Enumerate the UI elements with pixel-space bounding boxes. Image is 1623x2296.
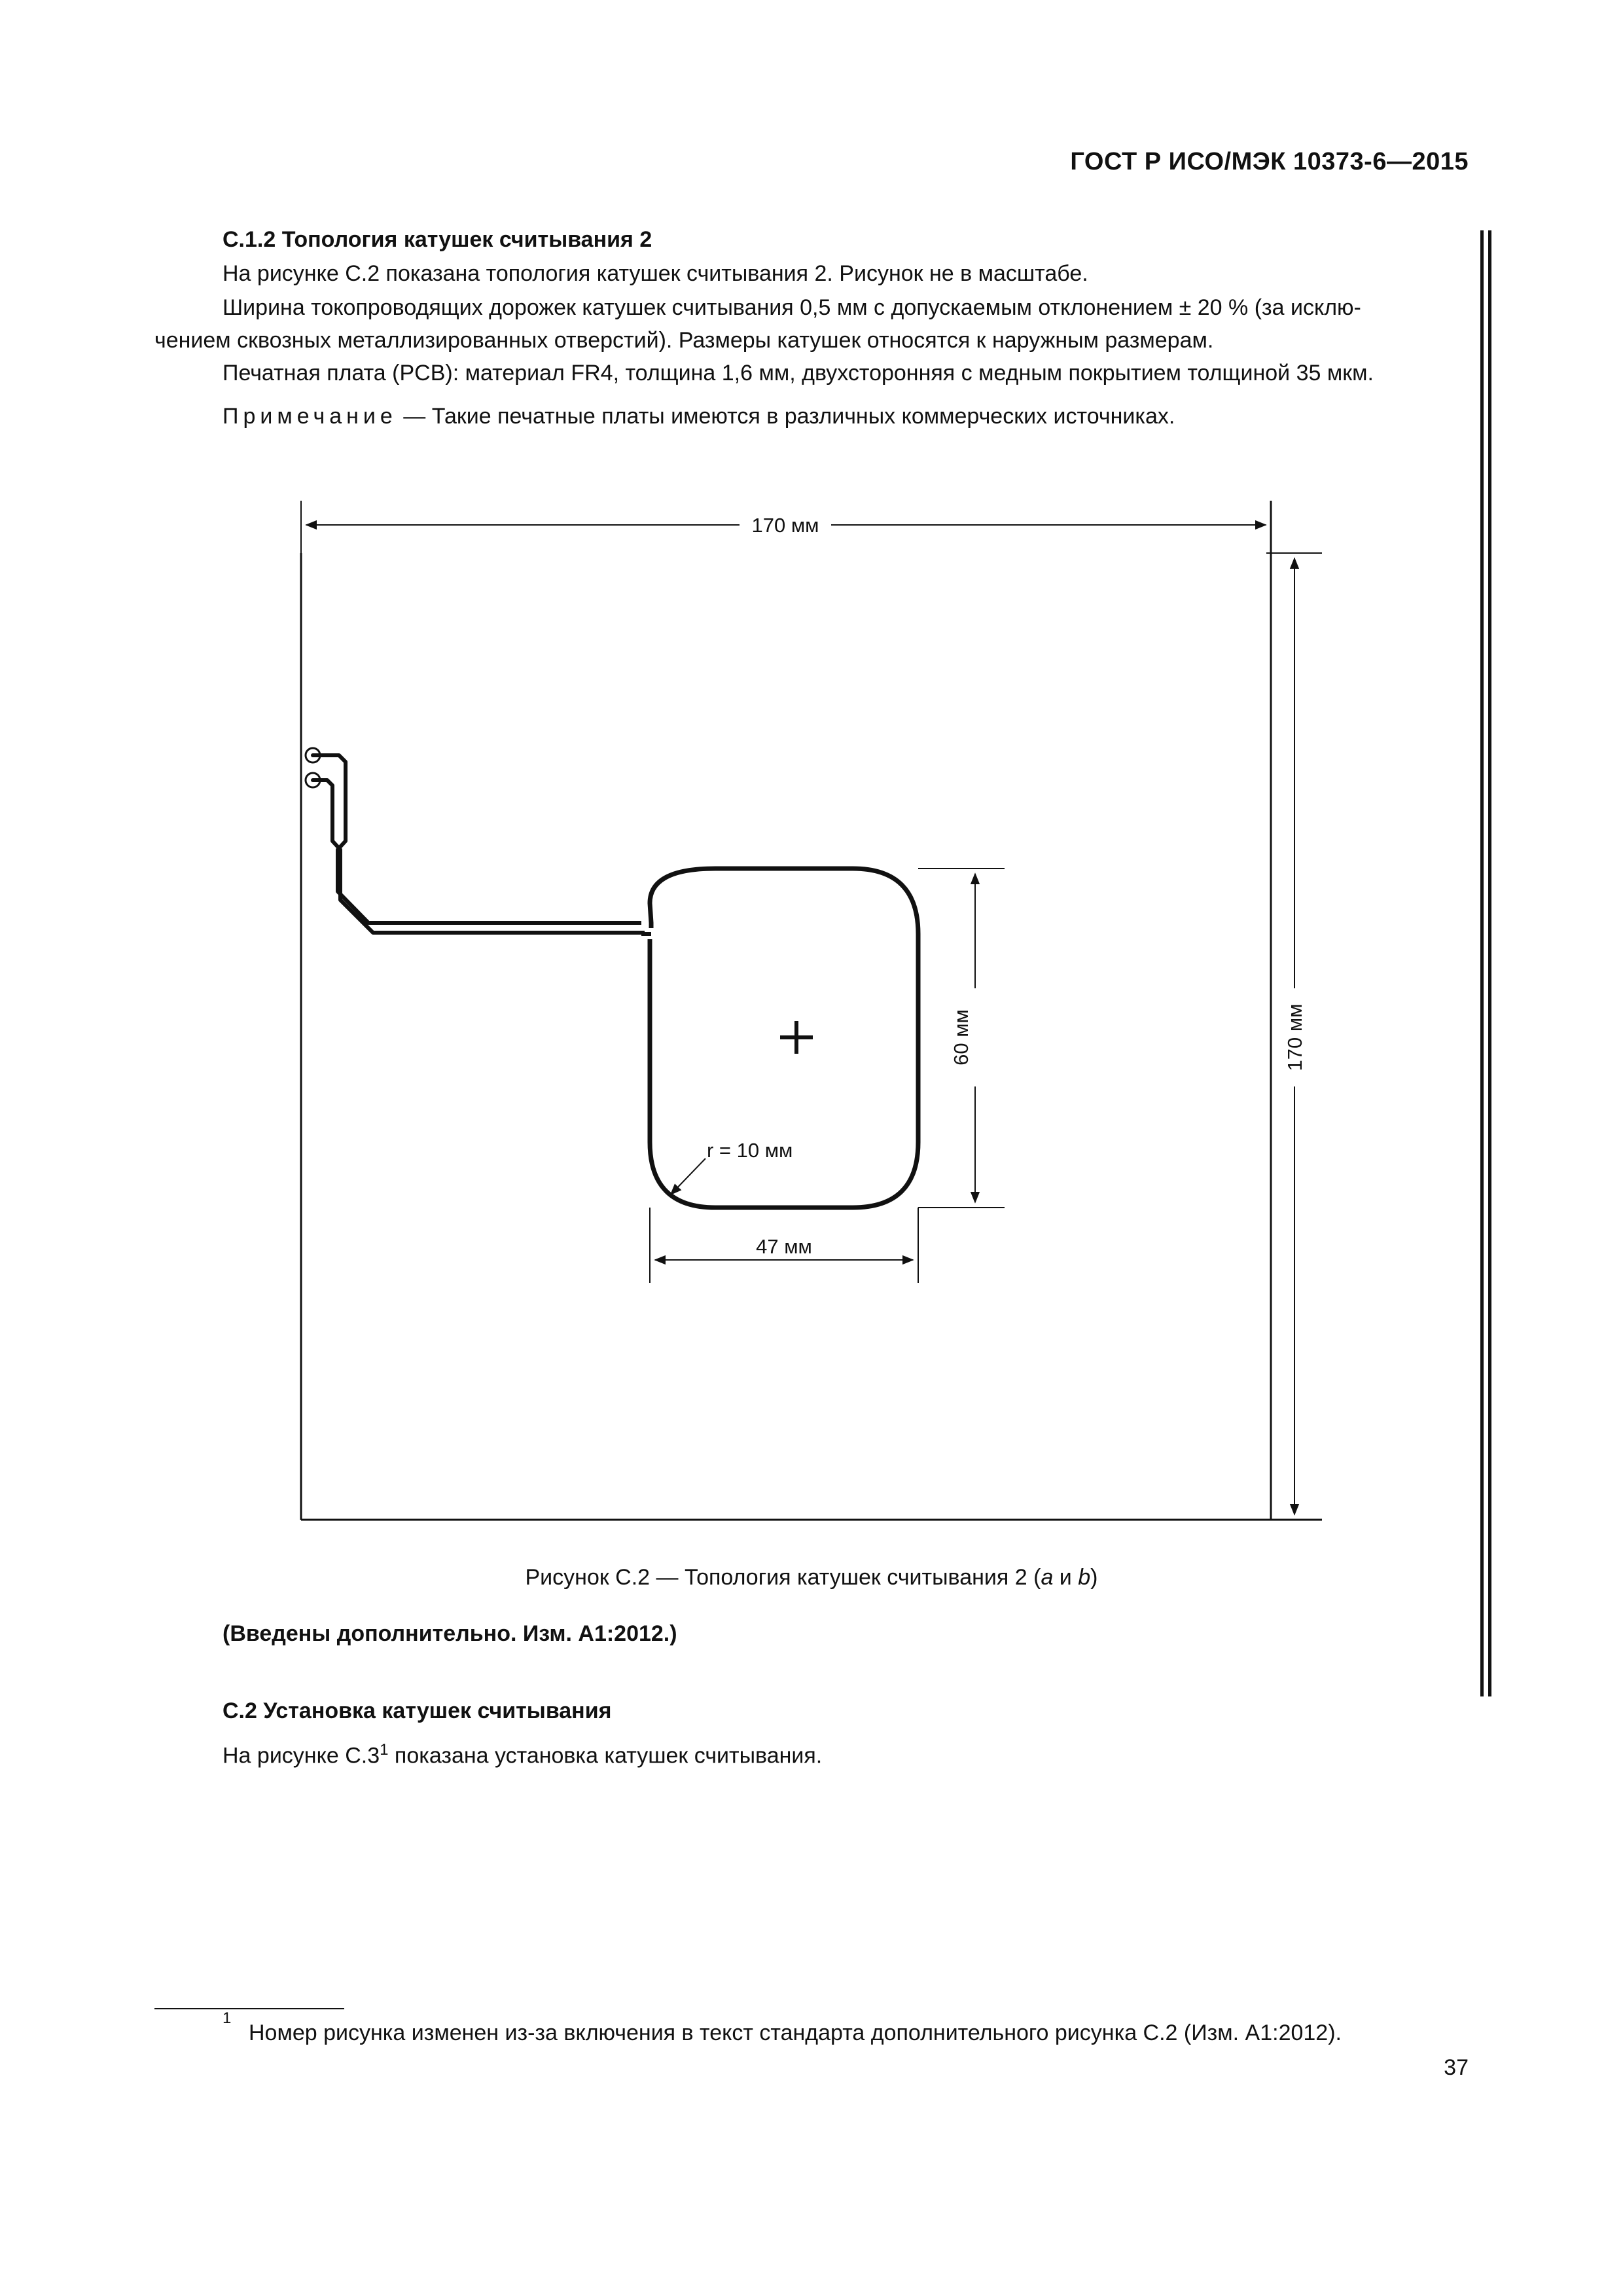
caption-b: b <box>1078 1565 1091 1590</box>
center-cross <box>780 1021 813 1054</box>
dimension-coil-width-label: 47 мм <box>756 1235 812 1258</box>
footnote-rule <box>154 2008 344 2009</box>
amendment-note: (Введены дополнительно. Изм. А1:2012.) <box>223 1621 677 1646</box>
dimension-coil-height-label: 60 мм <box>950 1009 972 1066</box>
caption-suffix: ) <box>1090 1565 1098 1590</box>
section-c2-text-after: показана установка катушек считывания. <box>388 1743 823 1768</box>
board-outline <box>301 501 1322 1520</box>
note-label: Примечание <box>223 404 397 429</box>
dimension-radius-label: r = 10 мм <box>707 1139 793 1162</box>
footnote-reference: 1 <box>380 1741 389 1759</box>
caption-prefix: Рисунок C.2 — Топология катушек считывания 2 ( <box>525 1565 1041 1590</box>
section-title-c12: C.1.2 Топология катушек считывания 2 <box>223 227 652 252</box>
caption-and: и <box>1053 1565 1079 1590</box>
figure-caption <box>0 1560 1623 1594</box>
section-c2-text-before: На рисунке C.3 <box>223 1743 380 1768</box>
coil-topology-figure <box>0 484 1623 1545</box>
dimension-height-label: 170 мм <box>1283 1003 1306 1071</box>
caption-a: a <box>1041 1565 1054 1590</box>
paragraph-2-line-1: Ширина токопроводящих дорожек катушек считывания 0,5 мм с допускаемым отклонением ± 20 % (за исклю- <box>223 295 1361 320</box>
section-title-c2: C.2 Установка катушек считывания <box>223 1698 612 1723</box>
paragraph-2-line-2: чением сквозных металлизированных отверстий). Размеры катушек относятся к наружным размерам. <box>154 328 1214 353</box>
footnote-mark: 1 <box>223 2009 232 2027</box>
paragraph-3: Печатная плата (PCB): материал FR4, толщина 1,6 мм, двухсторонняя с медным покрытием толщиной 35 мкм. <box>223 361 1374 386</box>
section-c2-text <box>223 1733 822 1772</box>
radius-leader <box>671 1158 705 1194</box>
footnote-text: Номер рисунка изменен из-за включения в текст стандарта дополнительного рисунка С.2 (Изм. А1:2012). <box>249 2020 1342 2045</box>
paragraph-1: На рисунке C.2 показана топология катушек считывания 2. Рисунок не в масштабе. <box>223 261 1088 286</box>
page-number: 37 <box>1444 2055 1469 2080</box>
note <box>223 399 1175 433</box>
document-header: ГОСТ Р ИСО/МЭК 10373-6—2015 <box>1070 148 1469 175</box>
feed-line-traces <box>313 755 645 933</box>
dimension-width-label: 170 мм <box>751 514 819 537</box>
note-text: — Такие печатные платы имеются в различных коммерческих источниках. <box>403 404 1175 429</box>
